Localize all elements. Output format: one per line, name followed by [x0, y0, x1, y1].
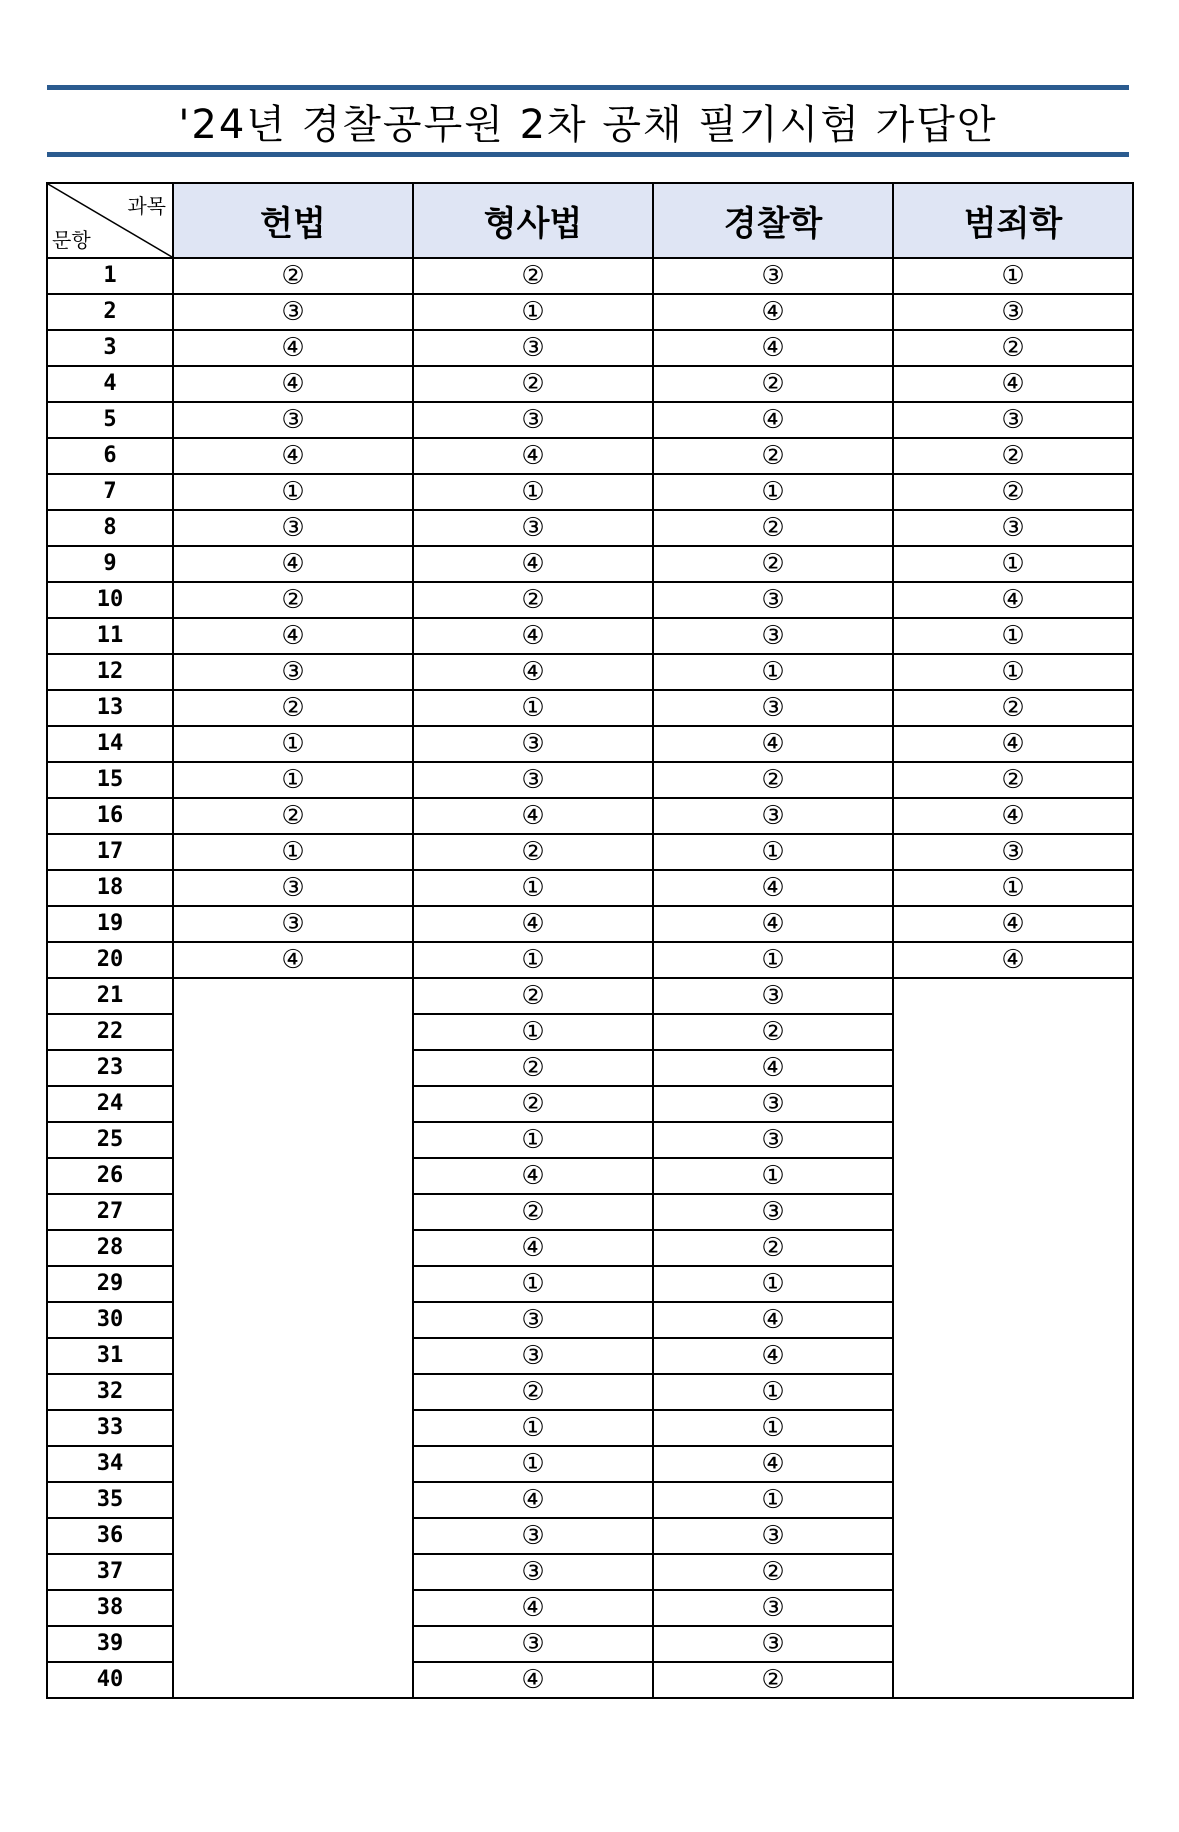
answer-cell: ④ — [413, 1482, 653, 1518]
table-row — [47, 906, 1133, 942]
question-number: 15 — [47, 762, 173, 798]
answer-cell: ③ — [413, 1518, 653, 1554]
answer-cell: ① — [413, 690, 653, 726]
answer-cell: ④ — [653, 726, 893, 762]
answer-cell: ① — [653, 1266, 893, 1302]
question-number: 2 — [47, 294, 173, 330]
answer-cell: ④ — [653, 1050, 893, 1086]
question-number: 10 — [47, 582, 173, 618]
table-row — [47, 834, 1133, 870]
answer-cell: ① — [173, 834, 413, 870]
table-row — [47, 366, 1133, 402]
answer-cell: ③ — [173, 510, 413, 546]
answer-cell: ④ — [413, 1590, 653, 1626]
answer-cell: ③ — [653, 582, 893, 618]
answer-cell: ③ — [413, 330, 653, 366]
question-number: 29 — [47, 1266, 173, 1302]
answer-cell: ② — [893, 330, 1133, 366]
answer-rows — [47, 258, 1133, 1698]
answer-cell: ① — [653, 654, 893, 690]
answer-cell: ④ — [173, 330, 413, 366]
answer-cell: ④ — [893, 942, 1133, 978]
answer-cell: ④ — [413, 438, 653, 474]
answer-cell: ② — [653, 510, 893, 546]
answer-cell: ③ — [173, 870, 413, 906]
answer-cell: ④ — [653, 402, 893, 438]
answer-cell: ④ — [893, 798, 1133, 834]
question-number: 9 — [47, 546, 173, 582]
answer-cell: ③ — [653, 1518, 893, 1554]
answer-cell: ② — [653, 762, 893, 798]
answer-cell: ③ — [653, 618, 893, 654]
subject-header-criminal-law: 형사법 — [413, 183, 653, 258]
answer-cell: ③ — [653, 1086, 893, 1122]
answer-cell: ④ — [173, 438, 413, 474]
corner-header-cell — [47, 183, 173, 258]
subject-header-police-science: 경찰학 — [653, 183, 893, 258]
answer-cell: ④ — [653, 294, 893, 330]
subject-axis-label: 과목 — [127, 194, 166, 218]
answer-cell: ③ — [413, 1554, 653, 1590]
answer-cell: ① — [893, 654, 1133, 690]
title-bottom-rule — [47, 152, 1129, 157]
table-row — [47, 402, 1133, 438]
answer-cell: ③ — [653, 258, 893, 294]
answer-cell: ③ — [653, 798, 893, 834]
answer-cell: ③ — [893, 510, 1133, 546]
question-number: 7 — [47, 474, 173, 510]
answer-cell: ② — [893, 762, 1133, 798]
answer-cell: ④ — [173, 546, 413, 582]
answer-cell: ④ — [173, 618, 413, 654]
table-row — [47, 438, 1133, 474]
table-row — [47, 258, 1133, 294]
answer-cell: ① — [893, 870, 1133, 906]
answer-cell: ③ — [173, 906, 413, 942]
answer-cell: ① — [413, 942, 653, 978]
answer-cell: ② — [893, 438, 1133, 474]
table-row — [47, 690, 1133, 726]
answer-cell: ④ — [653, 870, 893, 906]
answer-cell: ④ — [653, 1338, 893, 1374]
answer-cell: ① — [413, 1122, 653, 1158]
answer-cell: ④ — [173, 942, 413, 978]
empty-subject-area — [173, 978, 413, 1698]
question-number: 6 — [47, 438, 173, 474]
question-number: 14 — [47, 726, 173, 762]
table-row — [47, 546, 1133, 582]
answer-cell: ② — [653, 1230, 893, 1266]
question-number: 39 — [47, 1626, 173, 1662]
answer-cell: ② — [413, 978, 653, 1014]
answer-cell: ④ — [413, 906, 653, 942]
question-number: 3 — [47, 330, 173, 366]
answer-cell: ① — [653, 942, 893, 978]
answer-cell: ① — [413, 294, 653, 330]
question-number: 19 — [47, 906, 173, 942]
question-number: 12 — [47, 654, 173, 690]
answer-cell: ② — [653, 546, 893, 582]
subject-header-criminology: 범죄학 — [893, 183, 1133, 258]
table-row — [47, 942, 1133, 978]
answer-cell: ① — [173, 474, 413, 510]
answer-cell: ② — [173, 690, 413, 726]
answer-cell: ② — [653, 1554, 893, 1590]
question-axis-label: 문항 — [52, 228, 91, 252]
table-row — [47, 510, 1133, 546]
table-row — [47, 330, 1133, 366]
subject-header-constitutional-law: 헌법 — [173, 183, 413, 258]
answer-cell: ① — [653, 1410, 893, 1446]
answer-cell: ② — [653, 366, 893, 402]
answer-cell: ③ — [413, 402, 653, 438]
answer-cell: ① — [173, 726, 413, 762]
answer-cell: ④ — [653, 330, 893, 366]
answer-cell: ③ — [413, 1626, 653, 1662]
answer-cell: ④ — [893, 582, 1133, 618]
answer-cell: ③ — [413, 1302, 653, 1338]
question-number: 31 — [47, 1338, 173, 1374]
answer-cell: ④ — [653, 1446, 893, 1482]
answer-cell: ② — [413, 582, 653, 618]
header-row — [47, 183, 1133, 258]
answer-cell: ① — [653, 834, 893, 870]
question-number: 1 — [47, 258, 173, 294]
answer-cell: ① — [893, 618, 1133, 654]
table-row — [47, 582, 1133, 618]
question-number: 4 — [47, 366, 173, 402]
answer-cell: ① — [653, 1482, 893, 1518]
question-number: 23 — [47, 1050, 173, 1086]
question-number: 20 — [47, 942, 173, 978]
answer-cell: ④ — [413, 654, 653, 690]
answer-key-table — [46, 182, 1134, 1699]
answer-cell: ① — [413, 1266, 653, 1302]
question-number: 33 — [47, 1410, 173, 1446]
question-number: 16 — [47, 798, 173, 834]
answer-cell: ② — [893, 690, 1133, 726]
table-row — [47, 762, 1133, 798]
question-number: 36 — [47, 1518, 173, 1554]
answer-cell: ① — [173, 762, 413, 798]
question-number: 11 — [47, 618, 173, 654]
question-number: 34 — [47, 1446, 173, 1482]
answer-cell: ④ — [893, 906, 1133, 942]
answer-cell: ③ — [893, 834, 1133, 870]
question-number: 17 — [47, 834, 173, 870]
table-row — [47, 474, 1133, 510]
question-number: 28 — [47, 1230, 173, 1266]
answer-cell: ④ — [413, 798, 653, 834]
answer-cell: ② — [413, 1194, 653, 1230]
table-row — [47, 978, 1133, 1014]
answer-cell: ④ — [413, 1230, 653, 1266]
answer-cell: ④ — [653, 1302, 893, 1338]
answer-cell: ② — [653, 1662, 893, 1698]
answer-cell: ① — [893, 546, 1133, 582]
answer-cell: ① — [413, 1446, 653, 1482]
question-number: 22 — [47, 1014, 173, 1050]
question-number: 21 — [47, 978, 173, 1014]
answer-cell: ① — [653, 1374, 893, 1410]
page-title: '24년 경찰공무원 2차 공채 필기시험 가답안 — [178, 101, 998, 148]
answer-cell: ③ — [173, 654, 413, 690]
question-number: 30 — [47, 1302, 173, 1338]
table-row — [47, 726, 1133, 762]
answer-cell: ② — [413, 258, 653, 294]
question-number: 18 — [47, 870, 173, 906]
answer-cell: ② — [413, 1374, 653, 1410]
question-number: 13 — [47, 690, 173, 726]
answer-cell: ① — [653, 474, 893, 510]
answer-cell: ④ — [413, 618, 653, 654]
table-row — [47, 618, 1133, 654]
question-number: 27 — [47, 1194, 173, 1230]
answer-cell: ② — [413, 1086, 653, 1122]
answer-cell: ① — [413, 1014, 653, 1050]
answer-cell: ② — [413, 1050, 653, 1086]
answer-cell: ③ — [413, 1338, 653, 1374]
answer-cell: ③ — [413, 510, 653, 546]
question-number: 8 — [47, 510, 173, 546]
answer-cell: ④ — [893, 366, 1133, 402]
question-number: 24 — [47, 1086, 173, 1122]
answer-cell: ① — [653, 1158, 893, 1194]
answer-cell: ③ — [893, 402, 1133, 438]
answer-cell: ① — [413, 870, 653, 906]
answer-cell: ② — [173, 582, 413, 618]
answer-cell: ③ — [653, 1194, 893, 1230]
question-number: 37 — [47, 1554, 173, 1590]
answer-cell: ③ — [653, 1122, 893, 1158]
answer-cell: ② — [413, 366, 653, 402]
answer-cell: ③ — [173, 402, 413, 438]
question-number: 35 — [47, 1482, 173, 1518]
question-number: 32 — [47, 1374, 173, 1410]
table-row — [47, 798, 1133, 834]
answer-cell: ① — [413, 474, 653, 510]
answer-cell: ④ — [413, 1662, 653, 1698]
answer-cell: ③ — [893, 294, 1133, 330]
answer-cell: ③ — [653, 1626, 893, 1662]
answer-cell: ① — [893, 258, 1133, 294]
question-number: 25 — [47, 1122, 173, 1158]
answer-cell: ④ — [413, 546, 653, 582]
empty-subject-area — [893, 978, 1133, 1698]
question-number: 26 — [47, 1158, 173, 1194]
answer-cell: ② — [653, 1014, 893, 1050]
answer-cell: ① — [413, 1410, 653, 1446]
answer-cell: ③ — [653, 978, 893, 1014]
table-row — [47, 654, 1133, 690]
answer-cell: ② — [653, 438, 893, 474]
question-number: 38 — [47, 1590, 173, 1626]
table-row — [47, 870, 1133, 906]
answer-cell: ③ — [413, 762, 653, 798]
answer-cell: ② — [893, 474, 1133, 510]
answer-cell: ② — [173, 258, 413, 294]
answer-cell: ③ — [413, 726, 653, 762]
answer-cell: ② — [173, 798, 413, 834]
answer-cell: ④ — [173, 366, 413, 402]
question-number: 5 — [47, 402, 173, 438]
answer-cell: ④ — [893, 726, 1133, 762]
title-block — [47, 85, 1129, 157]
answer-cell: ④ — [413, 1158, 653, 1194]
answer-cell: ③ — [173, 294, 413, 330]
answer-cell: ③ — [653, 1590, 893, 1626]
answer-cell: ② — [413, 834, 653, 870]
answer-cell: ④ — [653, 906, 893, 942]
answer-cell: ③ — [653, 690, 893, 726]
question-number: 40 — [47, 1662, 173, 1698]
table-row — [47, 294, 1133, 330]
